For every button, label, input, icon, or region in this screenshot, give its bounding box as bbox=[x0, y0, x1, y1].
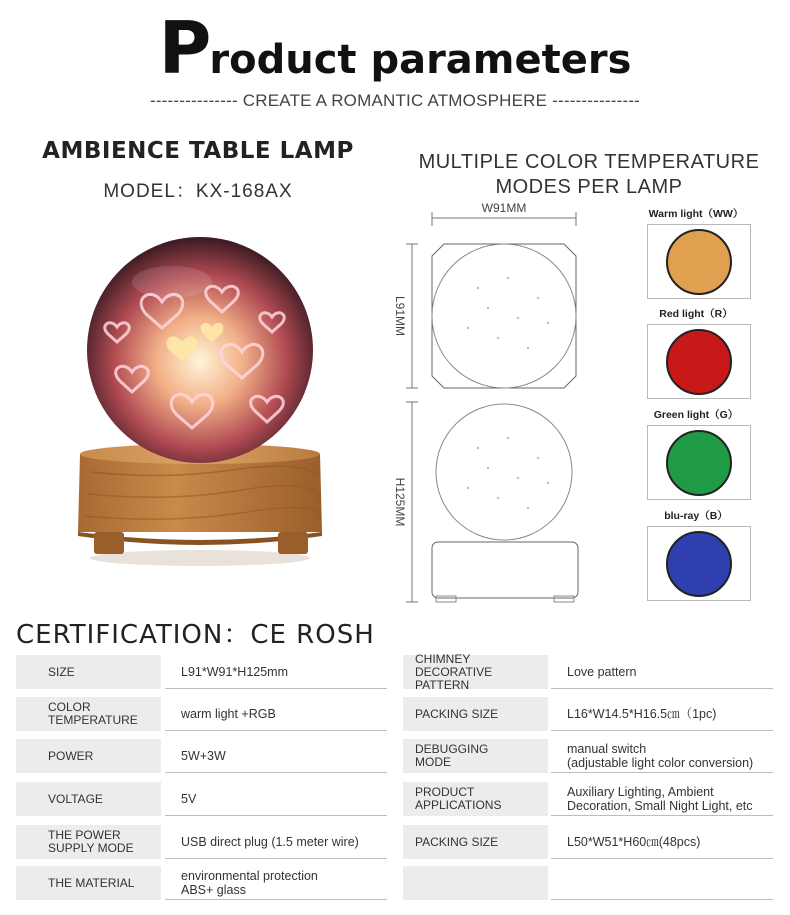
spec-value bbox=[165, 739, 387, 773]
spec-value bbox=[551, 866, 773, 900]
spec-label bbox=[16, 825, 161, 859]
product-model: MODEL：KX-168AX bbox=[103, 181, 293, 202]
width-dimension-label: W91MM bbox=[481, 201, 527, 215]
spec-value-text: warm light +RGB bbox=[181, 706, 276, 721]
spec-value bbox=[551, 739, 773, 773]
spec-value-text: 5V bbox=[181, 791, 197, 806]
spec-label-text: CHIMNEY DECORATIVE PATTERN bbox=[415, 651, 493, 692]
product-name: AMBIENCE TABLE LAMP bbox=[42, 138, 354, 164]
spec-value bbox=[165, 825, 387, 859]
spec-label bbox=[403, 782, 548, 816]
swatch-label-warm: Warm light（WW） bbox=[648, 208, 744, 220]
swatch-label-blue: blu-ray（B） bbox=[664, 510, 728, 522]
spec-value-text: Love pattern bbox=[567, 664, 637, 679]
title-rest: roduct parameters bbox=[209, 37, 632, 83]
swatch-red bbox=[647, 324, 751, 399]
spec-value bbox=[165, 655, 387, 689]
page-title bbox=[0, 6, 790, 90]
spec-value-text: Auxiliary Lighting, Ambient Decoration, Small Night Light, etc bbox=[567, 784, 753, 813]
spec-label bbox=[16, 697, 161, 731]
spec-label bbox=[403, 739, 548, 773]
spec-label-text: POWER bbox=[48, 748, 94, 763]
spec-label bbox=[16, 739, 161, 773]
spec-label-text: SIZE bbox=[48, 664, 75, 679]
spec-value bbox=[551, 825, 773, 859]
swatch-label-green: Green light（G） bbox=[653, 409, 739, 421]
spec-label-text: COLOR TEMPERATURE bbox=[48, 700, 138, 727]
swatch-blue bbox=[647, 526, 751, 601]
color-modes-heading-line1: MULTIPLE COLOR TEMPERATURE bbox=[418, 151, 760, 173]
spec-label bbox=[403, 697, 548, 731]
spec-label bbox=[16, 782, 161, 816]
spec-label-text: THE POWER SUPPLY MODE bbox=[48, 828, 134, 855]
lamp-photo bbox=[72, 232, 332, 572]
spec-label bbox=[403, 866, 548, 900]
spec-value bbox=[551, 697, 773, 731]
spec-label-text: PRODUCT APPLICATIONS bbox=[415, 785, 502, 812]
spec-label-text: PACKING SIZE bbox=[415, 834, 499, 849]
spec-label bbox=[403, 651, 548, 692]
dimension-drawing bbox=[388, 198, 593, 610]
length-dimension-label: L91MM bbox=[393, 295, 407, 337]
certification: CERTIFICATION：CE ROSH bbox=[16, 620, 375, 650]
spec-value bbox=[551, 782, 773, 816]
color-modes-heading-line2: MODES PER LAMP bbox=[495, 176, 683, 198]
spec-value-text: manual switch (adjustable light color conversion) bbox=[567, 741, 754, 770]
spec-value-text: L50*W51*H60㎝(48pcs) bbox=[567, 834, 701, 849]
spec-label bbox=[16, 866, 161, 900]
spec-value bbox=[165, 866, 387, 900]
spec-value bbox=[165, 697, 387, 731]
height-dimension-label: H125MM bbox=[393, 477, 407, 527]
spec-value bbox=[551, 655, 773, 689]
spec-value-text: L91*W91*H125mm bbox=[181, 664, 288, 679]
spec-value-text: L16*W14.5*H16.5㎝（1pc) bbox=[567, 706, 717, 721]
color-modes-heading bbox=[400, 150, 778, 200]
spec-label bbox=[403, 825, 548, 859]
swatch-label-red: Red light（R） bbox=[659, 308, 733, 320]
page-subtitle: --------------- CREATE A ROMANTIC ATMOSPHERE --------------- bbox=[149, 91, 641, 110]
title-initial: P bbox=[158, 6, 210, 90]
spec-label-text: DEBUGGING MODE bbox=[415, 742, 489, 769]
spec-label-text: PACKING SIZE bbox=[415, 706, 499, 721]
spec-label-text: THE MATERIAL bbox=[48, 875, 135, 890]
swatch-warm bbox=[647, 224, 751, 299]
spec-value-text: environmental protection ABS+ glass bbox=[181, 868, 318, 897]
spec-label bbox=[16, 655, 161, 689]
swatch-green bbox=[647, 425, 751, 500]
spec-label-text: VOLTAGE bbox=[48, 791, 103, 806]
spec-value-text: USB direct plug (1.5 meter wire) bbox=[181, 834, 359, 849]
spec-value bbox=[165, 782, 387, 816]
spec-value-text: 5W+3W bbox=[181, 748, 226, 763]
